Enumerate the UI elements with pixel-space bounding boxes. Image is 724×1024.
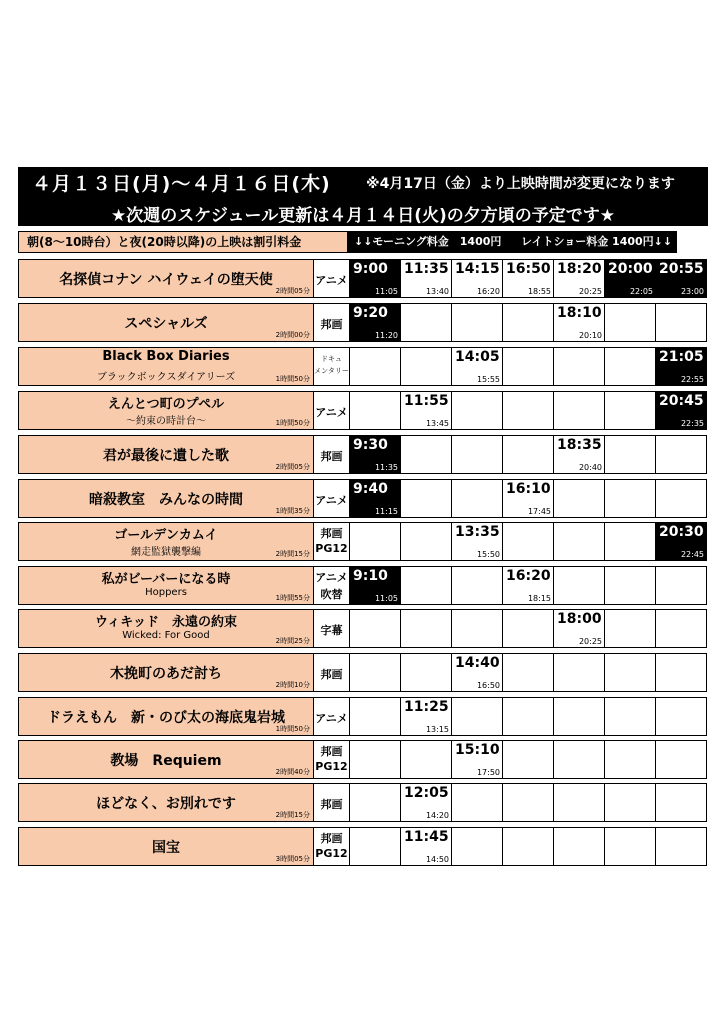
showtime-slot-empty [452, 391, 503, 430]
movie-category-cell [314, 391, 350, 430]
movie-duration: 1時間55分 [275, 594, 310, 602]
movie-duration: 3時間05分 [275, 855, 310, 863]
morning-price: ↓↓モーニング料金 1400円 [354, 235, 502, 248]
showtime-slot-empty [401, 566, 452, 605]
showtime-slot [503, 479, 554, 518]
movie-category: アニメ [315, 571, 348, 584]
movie-duration: 1時間50分 [275, 375, 310, 383]
discount-label: 朝(8～10時台）と夜(20時以降)の上映は割引料金 [18, 231, 348, 253]
showtime-start: 9:20 [353, 305, 388, 321]
showtime-slot-empty [503, 522, 554, 561]
showtime-slot [452, 259, 503, 298]
movie-category-cell [314, 827, 350, 866]
showtime-start: 9:30 [353, 437, 388, 453]
movie-category-cell [314, 740, 350, 779]
showtime-slot-empty [452, 783, 503, 822]
showtime-slot [656, 347, 707, 386]
showtime-slot-empty [452, 435, 503, 474]
showtime-slot-empty [554, 566, 605, 605]
showtime-start: 20:45 [659, 393, 704, 409]
showtime-slot-empty [452, 697, 503, 736]
showtime-slot-empty [503, 783, 554, 822]
showtime-slot-empty [605, 522, 656, 561]
movie-category-sub: PG12 [315, 847, 348, 860]
movie-subtitle: 網走監獄襲撃編 [131, 547, 201, 558]
movie-category: アニメ [315, 274, 348, 287]
showtime-slot-empty [401, 609, 452, 648]
showtime-end: 16:20 [476, 287, 500, 296]
movie-category-cell [314, 347, 350, 386]
showtime-slot [401, 783, 452, 822]
showtime-slot-empty [656, 697, 707, 736]
movie-title-cell [18, 566, 314, 605]
showtime-slot-empty [554, 740, 605, 779]
movie-title-cell [18, 653, 314, 692]
showtime-slot-empty [401, 347, 452, 386]
movie-title: 私がビーバーになる時 [101, 572, 231, 587]
movie-duration: 1時間50分 [275, 725, 310, 733]
showtime-end: 14:20 [425, 811, 449, 820]
movie-title: スペシャルズ [124, 316, 208, 332]
movie-title-cell [18, 391, 314, 430]
movie-title-cell [18, 609, 314, 648]
showtime-slot-empty [656, 479, 707, 518]
movie-category: アニメ [315, 406, 348, 419]
header-update-bar [18, 197, 708, 226]
movie-title: 暗殺教室 みんなの時間 [89, 492, 243, 508]
showtime-slot-empty [401, 479, 452, 518]
showtime-start: 16:20 [506, 568, 551, 584]
showtime-slot [554, 435, 605, 474]
movie-title-cell [18, 479, 314, 518]
movie-duration: 2時間10分 [275, 681, 310, 689]
showtime-slot-empty [605, 697, 656, 736]
showtime-slot-empty [452, 827, 503, 866]
movie-title: えんとつ町のプペル [107, 397, 225, 412]
movie-category: 邦画 [320, 668, 343, 681]
showtime-end: 11:05 [374, 287, 398, 296]
showtime-slot-empty [605, 609, 656, 648]
movie-title: ほどなく、お別れです [96, 796, 236, 812]
showtime-slot-empty [605, 827, 656, 866]
showtime-slot-empty [605, 303, 656, 342]
showtime-slot [350, 479, 401, 518]
showtime-start: 11:55 [404, 393, 449, 409]
showtime-start: 11:35 [404, 261, 449, 277]
showtime-slot-empty [656, 566, 707, 605]
showtime-slot-empty [656, 783, 707, 822]
showtime-start: 11:45 [404, 829, 449, 845]
showtime-slot [401, 697, 452, 736]
showtime-slot-empty [350, 697, 401, 736]
movie-category-sub: メンタリー [314, 367, 349, 375]
showtime-slot-empty [503, 653, 554, 692]
showtime-slot-empty [401, 303, 452, 342]
showtime-slot-empty [503, 435, 554, 474]
showtime-end: 22:05 [629, 287, 653, 296]
showtime-slot [452, 522, 503, 561]
showtime-slot-empty [605, 653, 656, 692]
showtime-start: 13:35 [455, 524, 500, 540]
showtime-slot-empty [605, 783, 656, 822]
movie-title-cell [18, 827, 314, 866]
showtime-slot-empty [350, 740, 401, 779]
showtime-end: 20:40 [578, 463, 602, 472]
showtime-start: 20:30 [659, 524, 704, 540]
showtime-start: 14:40 [455, 655, 500, 671]
showtime-end: 11:35 [374, 463, 398, 472]
showtime-slot-empty [401, 435, 452, 474]
schedule-dates: ４月１３日(月)～４月１６日(木) [32, 173, 331, 195]
showtime-slot [554, 259, 605, 298]
showtime-slot-empty [605, 347, 656, 386]
showtime-slot-empty [452, 609, 503, 648]
showtime-end: 23:00 [680, 287, 704, 296]
showtime-slot-empty [605, 435, 656, 474]
showtime-end: 15:50 [476, 550, 500, 559]
schedule-update-notice: ★次週のスケジュール更新は４月１４日(火)の夕方頃の予定です★ [111, 206, 615, 226]
showtime-end: 18:15 [527, 594, 551, 603]
showtime-slot-empty [350, 653, 401, 692]
movie-subtitle: ～約束の時計台～ [126, 416, 206, 427]
showtime-slot [554, 609, 605, 648]
movie-category: アニメ [315, 494, 348, 507]
movie-category: 邦画 [320, 832, 343, 845]
showtime-slot-empty [656, 827, 707, 866]
movie-duration: 2時間15分 [275, 550, 310, 558]
showtime-start: 18:10 [557, 305, 602, 321]
movie-category-cell [314, 653, 350, 692]
showtime-start: 18:35 [557, 437, 602, 453]
showtime-slot-empty [350, 347, 401, 386]
showtime-start: 16:50 [506, 261, 551, 277]
showtime-slot [350, 259, 401, 298]
movie-category-cell [314, 479, 350, 518]
showtime-end: 13:15 [425, 725, 449, 734]
showtime-start: 21:05 [659, 349, 704, 365]
movie-duration: 1時間35分 [275, 507, 310, 515]
showtime-slot-empty [554, 827, 605, 866]
movie-category-sub: PG12 [315, 760, 348, 773]
showtime-slot-empty [350, 391, 401, 430]
showtime-start: 16:10 [506, 481, 551, 497]
showtime-start: 11:25 [404, 699, 449, 715]
movie-category-sub: PG12 [315, 542, 348, 555]
showtime-slot-empty [656, 740, 707, 779]
showtime-slot-empty [656, 303, 707, 342]
showtime-slot-empty [503, 827, 554, 866]
showtime-slot-empty [503, 391, 554, 430]
movie-title-cell [18, 435, 314, 474]
showtime-end: 20:25 [578, 287, 602, 296]
showtime-slot-empty [401, 740, 452, 779]
showtime-end: 20:10 [578, 331, 602, 340]
showtime-slot [401, 259, 452, 298]
movie-category: ドキュ [321, 355, 342, 363]
movie-duration: 2時間05分 [275, 287, 310, 295]
showtime-slot-empty [656, 435, 707, 474]
showtime-slot [656, 522, 707, 561]
showtime-start: 9:10 [353, 568, 388, 584]
showtime-end: 11:05 [374, 594, 398, 603]
showtime-slot [503, 566, 554, 605]
showtime-end: 17:45 [527, 507, 551, 516]
showtime-slot-empty [554, 391, 605, 430]
movie-title: 国宝 [152, 840, 180, 856]
showtime-slot [452, 347, 503, 386]
movie-title: ゴールデンカムイ [114, 528, 218, 543]
showtime-end: 15:55 [476, 375, 500, 384]
showtime-end: 13:45 [425, 419, 449, 428]
movie-title: 名探偵コナン ハイウェイの堕天使 [59, 272, 273, 288]
header-dates-bar [18, 167, 708, 197]
showtime-end: 17:50 [476, 768, 500, 777]
movie-duration: 2時間15分 [275, 811, 310, 819]
showtime-slot-empty [503, 303, 554, 342]
showtime-slot-empty [452, 566, 503, 605]
movie-title: 木挽町のあだ討ち [110, 666, 222, 682]
movie-title-cell [18, 522, 314, 561]
showtime-slot-empty [503, 697, 554, 736]
showtime-slot-empty [401, 653, 452, 692]
showtime-end: 20:25 [578, 637, 602, 646]
showtime-end: 18:55 [527, 287, 551, 296]
showtime-start: 9:00 [353, 261, 388, 277]
movie-title: 教場 Requiem [110, 753, 222, 769]
showtime-slot-empty [656, 609, 707, 648]
movie-subtitle: Wicked: For Good [122, 630, 210, 641]
showtime-start: 18:20 [557, 261, 602, 277]
movie-subtitle: Hoppers [145, 587, 187, 598]
movie-title-cell [18, 347, 314, 386]
movie-category: 邦画 [320, 318, 343, 331]
showtime-start: 9:40 [353, 481, 388, 497]
showtime-end: 14:50 [425, 855, 449, 864]
showtime-slot [350, 566, 401, 605]
showtime-end: 22:45 [680, 550, 704, 559]
movie-category-cell [314, 566, 350, 605]
showtime-start: 12:05 [404, 785, 449, 801]
showtime-start: 14:05 [455, 349, 500, 365]
schedule-change-notice: ※4月17日（金）より上映時間が変更になります [366, 176, 675, 192]
movie-title-cell [18, 303, 314, 342]
showtime-start: 14:15 [455, 261, 500, 277]
movie-title: 君が最後に遺した歌 [103, 448, 229, 464]
movie-category: 邦画 [320, 450, 343, 463]
showtime-end: 11:20 [374, 331, 398, 340]
showtime-slot [605, 259, 656, 298]
showtime-slot-empty [401, 522, 452, 561]
showtime-end: 13:40 [425, 287, 449, 296]
showtime-slot-empty [554, 522, 605, 561]
showtime-slot-empty [656, 653, 707, 692]
movie-category-cell [314, 609, 350, 648]
showtime-slot [401, 391, 452, 430]
showtime-slot-empty [605, 479, 656, 518]
movie-category-cell [314, 259, 350, 298]
movie-title-cell [18, 259, 314, 298]
showtime-slot [350, 303, 401, 342]
showtime-end: 16:50 [476, 681, 500, 690]
showtime-slot-empty [452, 479, 503, 518]
showtime-slot-empty [350, 522, 401, 561]
movie-duration: 2時間05分 [275, 463, 310, 471]
discount-price-bar [348, 231, 677, 253]
showtime-start: 20:55 [659, 261, 704, 277]
showtime-end: 11:15 [374, 507, 398, 516]
movie-category: アニメ [315, 712, 348, 725]
showtime-slot-empty [503, 347, 554, 386]
showtime-slot-empty [554, 347, 605, 386]
movie-category-cell [314, 435, 350, 474]
movie-title: Black Box Diaries [102, 349, 230, 364]
movie-title-cell [18, 740, 314, 779]
showtime-start: 20:00 [608, 261, 653, 277]
movie-category-cell [314, 783, 350, 822]
movie-duration: 2時間40分 [275, 768, 310, 776]
showtime-slot [350, 435, 401, 474]
showtime-slot [452, 740, 503, 779]
showtime-slot-empty [452, 303, 503, 342]
movie-subtitle: ブラックボックスダイアリーズ [96, 372, 236, 383]
movie-category: 邦画 [320, 527, 343, 540]
showtime-slot [656, 259, 707, 298]
showtime-slot-empty [605, 566, 656, 605]
movie-category: 字幕 [320, 624, 343, 637]
late-show-price: レイトショー料金 1400円↓↓ [521, 235, 673, 248]
movie-title: ドラえもん 新・のび太の海底鬼岩城 [47, 710, 285, 726]
showtime-start: 18:00 [557, 611, 602, 627]
movie-title-cell [18, 783, 314, 822]
showtime-slot-empty [554, 479, 605, 518]
showtime-slot-empty [503, 740, 554, 779]
movie-category-cell [314, 522, 350, 561]
showtime-slot-empty [350, 783, 401, 822]
movie-category: 邦画 [320, 745, 343, 758]
movie-duration: 1時間50分 [275, 419, 310, 427]
showtime-slot-empty [350, 609, 401, 648]
showtime-slot [452, 653, 503, 692]
movie-title: ウィキッド 永遠の約束 [95, 615, 237, 630]
showtime-slot-empty [554, 697, 605, 736]
showtime-slot [554, 303, 605, 342]
showtime-slot-empty [503, 609, 554, 648]
movie-duration: 2時間25分 [275, 637, 310, 645]
movie-category-cell [314, 303, 350, 342]
showtime-end: 22:55 [680, 375, 704, 384]
movie-category: 邦画 [320, 798, 343, 811]
movie-category-cell [314, 697, 350, 736]
showtime-slot [503, 259, 554, 298]
showtime-slot-empty [605, 391, 656, 430]
showtime-slot [401, 827, 452, 866]
showtime-slot-empty [350, 827, 401, 866]
movie-category-sub: 吹替 [320, 588, 343, 601]
showtime-slot-empty [605, 740, 656, 779]
showtime-end: 22:35 [680, 419, 704, 428]
showtime-slot [656, 391, 707, 430]
showtime-slot-empty [554, 783, 605, 822]
movie-title-cell [18, 697, 314, 736]
movie-duration: 2時間00分 [275, 331, 310, 339]
showtime-start: 15:10 [455, 742, 500, 758]
showtime-slot-empty [554, 653, 605, 692]
